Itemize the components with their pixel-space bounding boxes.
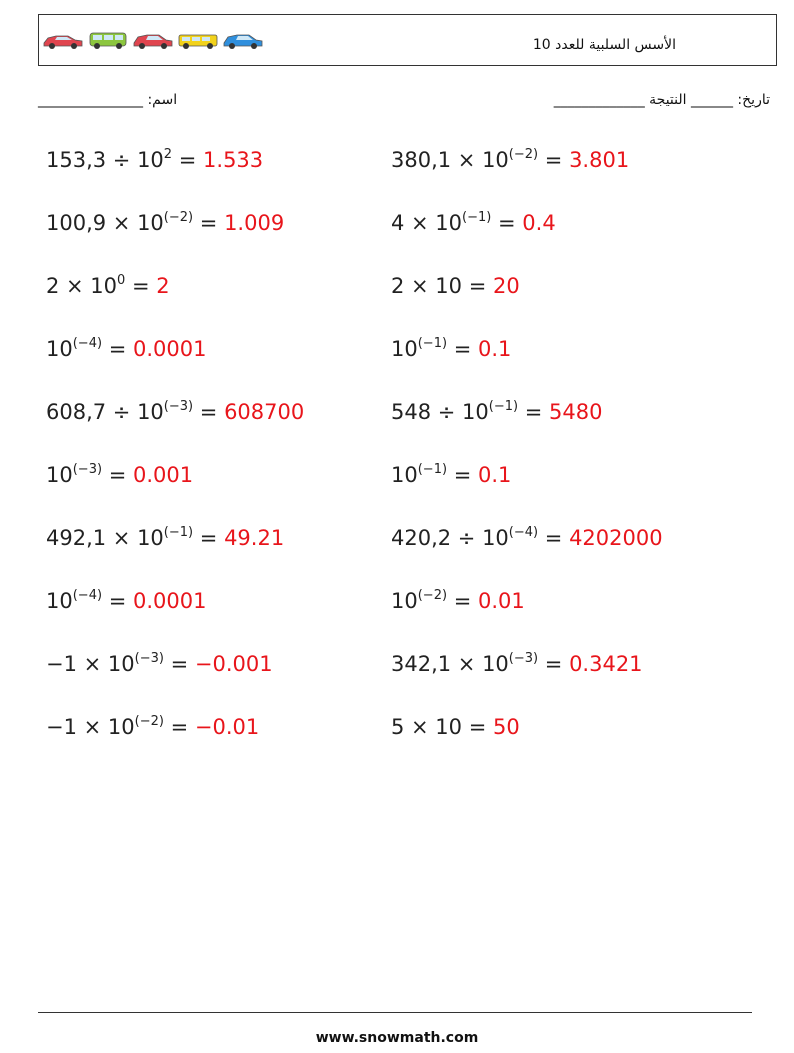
problem-row bbox=[46, 707, 766, 770]
problem bbox=[391, 463, 511, 487]
answer: 608700 bbox=[224, 400, 305, 424]
problem-expression: 10 bbox=[391, 337, 418, 361]
equals-sign: = bbox=[102, 337, 133, 361]
exponent: (−1) bbox=[462, 210, 492, 225]
equals-sign: = bbox=[538, 148, 570, 172]
problem-expression: 342,1 × 10 bbox=[391, 652, 509, 676]
equals-sign: = bbox=[125, 274, 157, 298]
equals-sign: = bbox=[538, 526, 570, 550]
exponent: (−3) bbox=[163, 399, 194, 414]
answer: 2 bbox=[156, 274, 170, 298]
problem bbox=[46, 463, 193, 487]
problem-grid bbox=[46, 140, 766, 770]
problem bbox=[391, 337, 511, 361]
answer: −0.01 bbox=[194, 715, 260, 739]
problem bbox=[391, 526, 663, 550]
exponent: (−3) bbox=[508, 651, 539, 666]
problem bbox=[391, 400, 602, 424]
exponent: (−2) bbox=[508, 147, 539, 162]
footer-divider bbox=[38, 1012, 752, 1013]
equals-sign: = bbox=[193, 526, 225, 550]
equals-sign: = bbox=[462, 715, 493, 739]
equals-sign: = bbox=[172, 148, 204, 172]
problem-expression: 100,9 × 10 bbox=[46, 211, 164, 235]
exponent: (−2) bbox=[417, 588, 448, 603]
car-blue-icon bbox=[222, 29, 264, 51]
answer: 5480 bbox=[549, 400, 603, 424]
van-green-icon bbox=[87, 29, 129, 51]
equals-sign: = bbox=[102, 463, 133, 487]
equals-sign: = bbox=[462, 274, 493, 298]
date-score-fields: تاريخ: ______ النتيجة _____________ bbox=[553, 92, 770, 108]
problem bbox=[391, 715, 520, 739]
equals-sign: = bbox=[102, 589, 133, 613]
problem-expression: 548 ÷ 10 bbox=[391, 400, 489, 424]
answer: −0.001 bbox=[194, 652, 273, 676]
problem-expression: −1 × 10 bbox=[46, 652, 135, 676]
problem-expression: 608,7 ÷ 10 bbox=[46, 400, 164, 424]
problem-row bbox=[46, 455, 766, 518]
problem-row bbox=[46, 518, 766, 581]
exponent: (−1) bbox=[163, 525, 194, 540]
problem bbox=[391, 211, 556, 235]
answer: 0.001 bbox=[133, 463, 194, 487]
exponent: (−3) bbox=[72, 462, 103, 477]
answer: 0.4 bbox=[522, 211, 556, 235]
problem bbox=[46, 148, 263, 172]
equals-sign: = bbox=[193, 400, 225, 424]
problem-expression: 10 bbox=[46, 589, 73, 613]
equals-sign: = bbox=[447, 337, 478, 361]
problem-expression: 10 bbox=[46, 337, 73, 361]
problem-row bbox=[46, 581, 766, 644]
problem-expression: 10 bbox=[391, 589, 418, 613]
van-yellow-icon bbox=[177, 29, 219, 51]
problem-row bbox=[46, 266, 766, 329]
equals-sign: = bbox=[491, 211, 523, 235]
problem bbox=[391, 148, 629, 172]
answer: 0.1 bbox=[478, 463, 512, 487]
exponent: (−4) bbox=[508, 525, 539, 540]
problem-expression: 5 × 10 bbox=[391, 715, 463, 739]
problem-expression: −1 × 10 bbox=[46, 715, 135, 739]
problem-expression: 2 × 10 bbox=[391, 274, 463, 298]
exponent: (−4) bbox=[72, 336, 103, 351]
exponent: 2 bbox=[163, 147, 173, 162]
car-red-icon bbox=[132, 29, 174, 51]
problem bbox=[46, 526, 284, 550]
answer: 0.01 bbox=[478, 589, 525, 613]
problem-expression: 492,1 × 10 bbox=[46, 526, 164, 550]
name-field: اسم: _______________ bbox=[38, 92, 178, 108]
exponent: (−3) bbox=[134, 651, 164, 666]
exponent: (−1) bbox=[417, 336, 448, 351]
equals-sign: = bbox=[447, 589, 478, 613]
problem-expression: 10 bbox=[391, 463, 418, 487]
problem-expression: 10 bbox=[46, 463, 73, 487]
answer: 1.009 bbox=[224, 211, 285, 235]
footer-url: www.snowmath.com bbox=[315, 1030, 479, 1046]
problem-row bbox=[46, 392, 766, 455]
worksheet-title: الأسس السلبية للعدد 10 bbox=[532, 37, 676, 53]
problem bbox=[391, 274, 520, 298]
answer: 50 bbox=[492, 715, 520, 739]
exponent: (−1) bbox=[417, 462, 448, 477]
equals-sign: = bbox=[193, 211, 225, 235]
problem bbox=[46, 652, 273, 676]
problem bbox=[46, 715, 259, 739]
problem-expression: 380,1 × 10 bbox=[391, 148, 509, 172]
answer: 0.0001 bbox=[133, 589, 207, 613]
answer: 20 bbox=[492, 274, 520, 298]
equals-sign: = bbox=[163, 652, 195, 676]
equals-sign: = bbox=[518, 400, 550, 424]
problem bbox=[46, 589, 206, 613]
answer: 1.533 bbox=[203, 148, 264, 172]
answer: 0.3421 bbox=[569, 652, 643, 676]
problem-row bbox=[46, 329, 766, 392]
problem-row bbox=[46, 140, 766, 203]
car-red-icon bbox=[42, 29, 84, 51]
equals-sign: = bbox=[447, 463, 478, 487]
problem bbox=[46, 337, 206, 361]
exponent: (−1) bbox=[488, 399, 519, 414]
exponent: (−2) bbox=[163, 210, 194, 225]
problem-expression: 2 × 10 bbox=[46, 274, 118, 298]
answer: 4202000 bbox=[569, 526, 663, 550]
header-box bbox=[38, 14, 777, 66]
equals-sign: = bbox=[163, 715, 195, 739]
problem bbox=[391, 652, 643, 676]
answer: 0.1 bbox=[478, 337, 512, 361]
car-icons bbox=[42, 29, 264, 51]
exponent: (−2) bbox=[134, 714, 164, 729]
equals-sign: = bbox=[538, 652, 570, 676]
problem bbox=[46, 211, 284, 235]
answer: 49.21 bbox=[224, 526, 285, 550]
problem bbox=[46, 274, 170, 298]
problem-expression: 153,3 ÷ 10 bbox=[46, 148, 164, 172]
answer: 0.0001 bbox=[133, 337, 207, 361]
exponent: (−4) bbox=[72, 588, 103, 603]
problem-row bbox=[46, 203, 766, 266]
problem-expression: 4 × 10 bbox=[391, 211, 463, 235]
answer: 3.801 bbox=[569, 148, 630, 172]
problem-row bbox=[46, 644, 766, 707]
problem bbox=[46, 400, 304, 424]
exponent: 0 bbox=[117, 273, 126, 288]
problem-expression: 420,2 ÷ 10 bbox=[391, 526, 509, 550]
problem bbox=[391, 589, 525, 613]
